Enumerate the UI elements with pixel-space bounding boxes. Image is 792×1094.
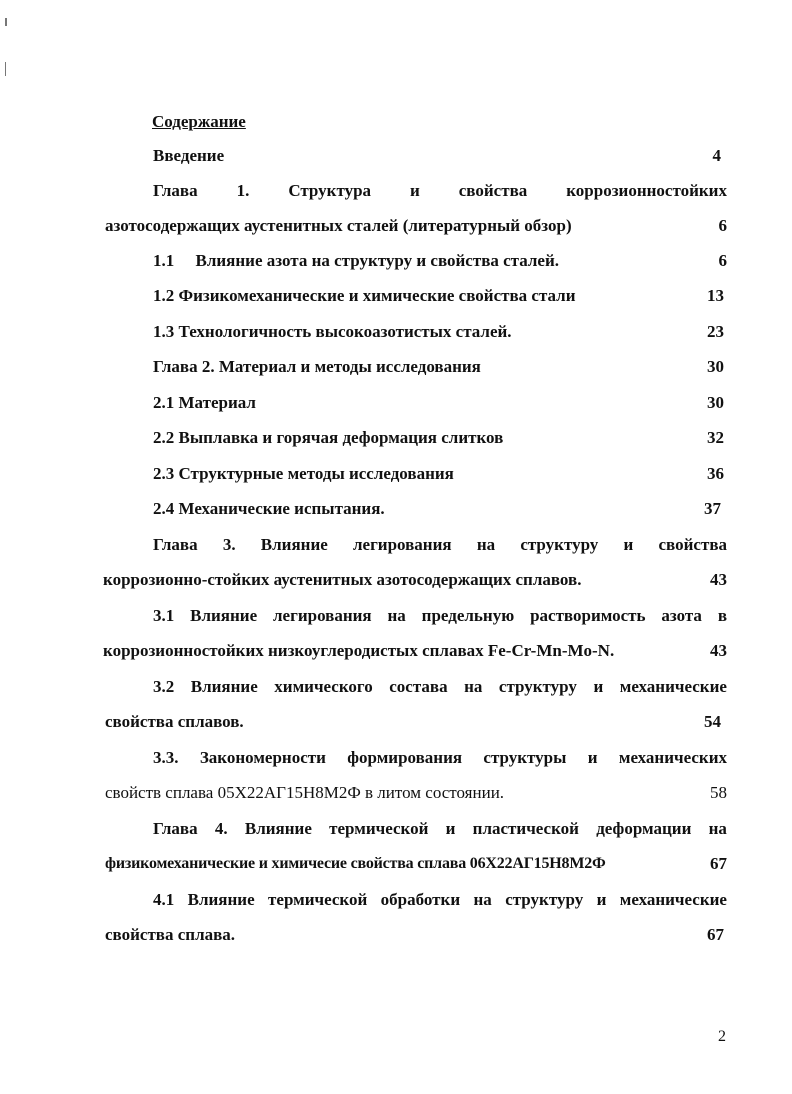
- scan-mark: [5, 62, 6, 76]
- word: 3.3.: [153, 748, 179, 767]
- toc-entry-text: Глава 2. Материал и методы исследования: [153, 357, 481, 376]
- toc-entry-text: коррозионностойких низкоуглеродистых сплавах Fe-Cr-Mn-Mo-N.: [103, 641, 615, 660]
- toc-entry-text: 1.2 Физикомеханические и химические свойства стали: [153, 286, 576, 305]
- word: Влияние: [187, 890, 255, 909]
- toc-page-number: 58: [710, 783, 727, 802]
- toc-entry-2-4: [105, 499, 727, 534]
- word: и: [410, 181, 420, 200]
- toc-entry-justified-line: [153, 748, 727, 768]
- toc-entry-justified-line: [153, 181, 727, 201]
- toc-entry-text: 2.4 Механические испытания.: [153, 499, 385, 518]
- word: и: [623, 535, 634, 554]
- toc-page-number: 54: [704, 712, 721, 731]
- word: Глава: [153, 181, 198, 200]
- word: на: [464, 677, 483, 696]
- word: пластической: [472, 819, 579, 838]
- toc-entry-chapter-1: [105, 181, 727, 251]
- toc-entry-3-1: [105, 606, 727, 676]
- toc-page-number: 30: [707, 393, 724, 412]
- word: коррозионностойких: [566, 181, 727, 200]
- word: деформации: [596, 819, 692, 838]
- word: механические: [619, 890, 727, 909]
- toc-entry-justified-line: [153, 819, 727, 839]
- word: легирования: [353, 535, 452, 554]
- word: состава: [389, 677, 448, 696]
- word: и: [445, 819, 456, 838]
- toc-entry-text: свойства сплавов.: [105, 712, 244, 731]
- toc-entry-text: Введение: [153, 146, 225, 165]
- toc-page-number: 32: [707, 428, 724, 447]
- word: на: [476, 535, 496, 554]
- toc-entry-2-2: [105, 428, 727, 463]
- toc-title: Содержание: [152, 112, 246, 131]
- word: формирования: [347, 748, 463, 767]
- word: на: [387, 606, 406, 625]
- word: Глава: [153, 819, 198, 838]
- toc-entry-text: свойств сплава 05Х22АГ15Н8М2Ф в литом состоянии.: [105, 783, 505, 802]
- word: структуру: [498, 677, 577, 696]
- toc-entry-1-1: [105, 251, 727, 286]
- toc-entry-2-3: [105, 464, 727, 499]
- word: Влияние: [244, 819, 312, 838]
- toc-entry-text: коррозионно-стойких аустенитных азотосодержащих сплавов.: [103, 570, 582, 589]
- toc-entry-justified-line: [153, 535, 727, 555]
- word: 4.: [214, 819, 228, 838]
- word: предельную: [421, 606, 515, 625]
- toc-page-number: 67: [710, 854, 727, 873]
- toc-page-number: 43: [710, 570, 727, 589]
- word: химического: [274, 677, 373, 696]
- word: 1.: [236, 181, 250, 200]
- toc-entry-chapter-4: [105, 819, 727, 889]
- word: 4.1: [153, 890, 175, 909]
- toc-entry-chapter-3: [105, 535, 727, 605]
- word: легирования: [273, 606, 372, 625]
- word: Влияние: [260, 535, 328, 554]
- toc-entry-justified-line: [153, 677, 727, 697]
- toc-entry-1-3: [105, 322, 727, 357]
- word: в: [717, 606, 727, 625]
- word: свойства: [658, 535, 727, 554]
- word: и: [596, 890, 607, 909]
- word: растворимость: [530, 606, 646, 625]
- toc-entry-2-1: [105, 393, 727, 428]
- word: Глава: [153, 535, 198, 554]
- word: 3.: [222, 535, 236, 554]
- word: на: [473, 890, 492, 909]
- toc-page-number: 36: [707, 464, 724, 483]
- toc-page-number: 13: [707, 286, 724, 305]
- toc-entry-text: 1.3 Технологичность высокоазотистых сталей.: [153, 322, 512, 341]
- toc-page-number: 4: [712, 146, 721, 165]
- toc-page-number: 6: [718, 251, 727, 270]
- word: и: [593, 677, 604, 696]
- toc-entry-text: физикомеханические и химичесие свойства сплава 06Х22АГ15Н8М2Ф: [105, 855, 606, 872]
- scan-mark: [5, 18, 7, 26]
- toc-entry-justified-line: [153, 606, 727, 626]
- word: термической: [329, 819, 429, 838]
- word: структуру: [520, 535, 599, 554]
- toc-entry-intro: [105, 146, 727, 181]
- word: азота: [661, 606, 702, 625]
- word: Закономерности: [199, 748, 326, 767]
- toc-entry-chapter-2: [105, 357, 727, 392]
- word: термической: [268, 890, 368, 909]
- word: 3.2: [153, 677, 175, 696]
- toc-page-number: 67: [707, 925, 724, 944]
- toc-entry-4-1: [105, 890, 727, 960]
- toc-entry-text: 2.2 Выплавка и горячая деформация слитков: [153, 428, 504, 447]
- toc-entry-text: свойства сплава.: [105, 925, 236, 944]
- page-number: 2: [718, 1028, 726, 1045]
- toc-page-number: 30: [707, 357, 724, 376]
- toc-entry-text: 2.3 Структурные методы исследования: [153, 464, 454, 483]
- toc-page-number: 23: [707, 322, 724, 341]
- word: 3.1: [153, 606, 175, 625]
- word: Структура: [288, 181, 372, 200]
- toc-page-number: 6: [718, 216, 727, 235]
- toc-entry-justified-line: [153, 890, 727, 910]
- word: Влияние: [190, 606, 258, 625]
- word: механических: [618, 748, 727, 767]
- word: и: [587, 748, 598, 767]
- toc-entry-1-2: [105, 286, 727, 321]
- word: структуры: [483, 748, 567, 767]
- word: обработки: [380, 890, 461, 909]
- toc-page-number: 43: [710, 641, 727, 660]
- toc-entry-text: азотосодержащих аустенитных сталей (литературный обзор): [105, 216, 572, 235]
- toc-entry-3-2: [105, 677, 727, 747]
- toc-entry-3-3: [105, 748, 727, 818]
- toc-entry-text: 2.1 Материал: [153, 393, 256, 412]
- word: структуру: [505, 890, 584, 909]
- word: на: [708, 819, 727, 838]
- toc-page-number: 37: [704, 499, 721, 518]
- word: Влияние: [190, 677, 258, 696]
- toc-entry-text: 1.1 Влияние азота на структуру и свойства сталей.: [153, 251, 560, 270]
- word: механические: [619, 677, 727, 696]
- word: свойства: [458, 181, 528, 200]
